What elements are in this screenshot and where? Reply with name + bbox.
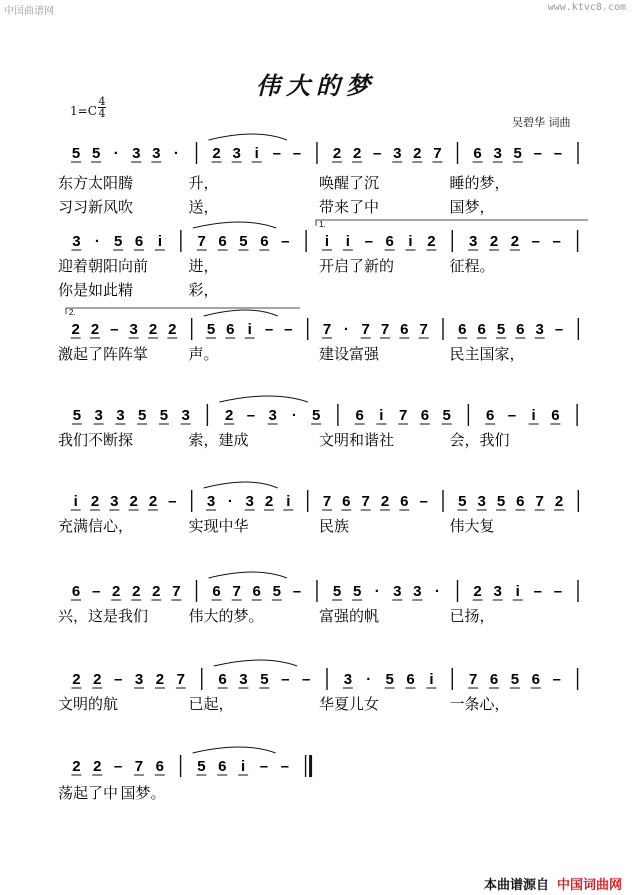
key-signature: 1=C bbox=[70, 104, 97, 118]
note: 3 bbox=[206, 493, 216, 510]
slur bbox=[209, 134, 287, 140]
footer-site-name: 中国词曲网 bbox=[556, 878, 622, 893]
lyric-segment: 建设富强 bbox=[319, 346, 380, 363]
note: 7 bbox=[433, 145, 442, 162]
lyric-segment: 升， bbox=[188, 175, 219, 192]
dash-note: – bbox=[533, 145, 542, 162]
dash-note: – bbox=[554, 321, 564, 338]
note: 3 bbox=[232, 145, 241, 162]
watermark-right: www.ktvc8.com bbox=[547, 2, 626, 13]
lyric-segment: 习习新风吹 bbox=[58, 199, 134, 216]
note: 3 bbox=[94, 407, 103, 424]
note: i bbox=[429, 671, 434, 688]
note: 6 bbox=[489, 671, 499, 688]
lyric-segment: 东方太阳腾 bbox=[58, 175, 134, 192]
note: 6 bbox=[260, 233, 269, 250]
dash-note: – bbox=[531, 233, 540, 250]
note: 6 bbox=[458, 321, 467, 338]
note: 7 bbox=[361, 493, 370, 510]
note: 7 bbox=[322, 493, 332, 510]
note: 5 bbox=[352, 583, 362, 600]
note: i bbox=[324, 233, 330, 250]
note: i bbox=[286, 493, 291, 510]
time-signature-top: 4 bbox=[98, 95, 106, 108]
dash-note: – bbox=[419, 493, 428, 510]
lyric-segment: 实现中华 bbox=[188, 518, 249, 535]
lyric-segment: 民主国家， bbox=[449, 346, 525, 363]
note: 5 bbox=[197, 758, 206, 775]
lyric-segment: 睡的梦， bbox=[449, 175, 510, 192]
watermark-left: 中国曲谱网 bbox=[4, 6, 54, 17]
note: 2 bbox=[148, 493, 158, 510]
note: 3 bbox=[493, 583, 502, 600]
time-signature-bottom: 4 bbox=[98, 107, 106, 120]
note: 3 bbox=[134, 671, 144, 688]
note: i bbox=[515, 583, 520, 600]
composer-credit: 吴碧华 词曲 bbox=[512, 116, 571, 129]
note: 2 bbox=[90, 493, 100, 510]
lyric-segment: 文明的航 bbox=[58, 696, 119, 713]
note: 6 bbox=[226, 321, 235, 338]
note: 3 bbox=[393, 583, 402, 600]
note: 6 bbox=[218, 233, 227, 250]
note: 2 bbox=[112, 583, 121, 600]
note: 2 bbox=[413, 145, 422, 162]
note: 6 bbox=[342, 493, 351, 510]
note: 5 bbox=[72, 407, 82, 424]
note: 2 bbox=[352, 145, 362, 162]
note: 3 bbox=[152, 145, 161, 162]
note: 5 bbox=[71, 145, 81, 162]
lyric-segment: 唤醒了沉 bbox=[319, 175, 380, 192]
note: 2 bbox=[489, 233, 499, 250]
volta-label-2: 2. bbox=[69, 308, 76, 317]
note: 3 bbox=[468, 233, 478, 250]
note: · bbox=[374, 583, 380, 600]
note: i bbox=[408, 233, 413, 250]
note: 2 bbox=[264, 493, 274, 510]
note: 5 bbox=[114, 233, 123, 250]
note: 6 bbox=[516, 321, 525, 338]
lyric-segment: 激起了阵阵掌 bbox=[58, 346, 149, 363]
note: 2 bbox=[155, 671, 165, 688]
note: 2 bbox=[380, 493, 390, 510]
note: 2 bbox=[90, 321, 100, 338]
note: 6 bbox=[477, 321, 486, 338]
lyric-segment: 声。 bbox=[188, 346, 219, 363]
lyric-segment: 带来了中 bbox=[319, 199, 380, 216]
lyric-segment: 伟大的梦。 bbox=[188, 608, 264, 625]
note: 3 bbox=[72, 233, 81, 250]
note: · bbox=[173, 145, 179, 162]
note: 5 bbox=[442, 407, 451, 424]
note: 5 bbox=[239, 233, 248, 250]
note: 3 bbox=[268, 407, 277, 424]
note: 7 bbox=[535, 493, 544, 510]
slur bbox=[214, 660, 297, 666]
note: 6 bbox=[406, 671, 415, 688]
note: 5 bbox=[272, 583, 281, 600]
note: 2 bbox=[332, 145, 342, 162]
note: 3 bbox=[343, 671, 353, 688]
lyric-segment: 文明和谐社 bbox=[319, 432, 395, 449]
lyric-segment: 索，建成 bbox=[188, 432, 249, 449]
note: 5 bbox=[159, 407, 169, 424]
note: i bbox=[247, 321, 252, 338]
dash-note: – bbox=[364, 233, 373, 250]
note: 2 bbox=[212, 145, 221, 162]
note: 2 bbox=[510, 233, 520, 250]
note: 2 bbox=[148, 321, 158, 338]
note: · bbox=[343, 321, 349, 338]
dash-note: – bbox=[280, 758, 289, 775]
note: 5 bbox=[206, 321, 216, 338]
song-title: 伟大的梦 bbox=[256, 71, 376, 100]
note: 2 bbox=[72, 758, 81, 775]
volta-bracket-1 bbox=[316, 220, 588, 226]
slur bbox=[204, 310, 278, 316]
dash-note: – bbox=[284, 321, 293, 338]
note: i bbox=[73, 493, 78, 510]
note: 6 bbox=[71, 583, 81, 600]
dash-note: – bbox=[264, 321, 274, 338]
note: 5 bbox=[311, 407, 321, 424]
note: 3 bbox=[477, 493, 486, 510]
lyric-segment: 荡起了中 bbox=[58, 785, 119, 802]
note: 5 bbox=[496, 493, 506, 510]
lyric-segment: 你是如此精 bbox=[58, 282, 134, 299]
note: 3 bbox=[110, 493, 119, 510]
note: 2 bbox=[93, 758, 102, 775]
note: i bbox=[379, 407, 384, 424]
lyric-segment: 会，我们 bbox=[449, 432, 510, 449]
dash-note: – bbox=[259, 758, 269, 775]
dash-note: – bbox=[113, 758, 123, 775]
note: · bbox=[94, 233, 100, 250]
note: 2 bbox=[224, 407, 234, 424]
slur bbox=[193, 222, 276, 228]
note: 3 bbox=[239, 671, 248, 688]
dash-note: – bbox=[110, 321, 119, 338]
lyric-segment: 进， bbox=[188, 258, 219, 275]
lyric-segment: 已起， bbox=[188, 696, 234, 713]
note: 6 bbox=[485, 407, 495, 424]
note: 6 bbox=[531, 671, 540, 688]
note: 3 bbox=[245, 493, 254, 510]
note: 6 bbox=[212, 583, 221, 600]
note: 5 bbox=[496, 321, 506, 338]
note: 2 bbox=[473, 583, 482, 600]
note: 2 bbox=[168, 321, 177, 338]
dash-note: – bbox=[373, 145, 382, 162]
slur bbox=[209, 572, 287, 578]
note: · bbox=[366, 671, 372, 688]
note: 2 bbox=[427, 233, 436, 250]
lyric-segment: 伟大复 bbox=[449, 518, 495, 535]
note: 6 bbox=[400, 321, 409, 338]
note: 2 bbox=[132, 583, 141, 600]
note: 5 bbox=[260, 671, 269, 688]
dash-note: – bbox=[168, 493, 177, 510]
note: 2 bbox=[93, 671, 102, 688]
note: · bbox=[291, 407, 297, 424]
lyric-segment: 兴，这是我们 bbox=[58, 608, 149, 625]
slur bbox=[204, 482, 278, 488]
note: 5 bbox=[513, 145, 522, 162]
dash-note: – bbox=[272, 145, 281, 162]
note: i bbox=[531, 407, 536, 424]
note: 5 bbox=[510, 671, 520, 688]
note: 6 bbox=[516, 493, 525, 510]
lyric-segment: 充满信心， bbox=[58, 518, 134, 535]
note: 6 bbox=[400, 493, 409, 510]
note: i bbox=[240, 758, 246, 775]
volta-label-1: 1. bbox=[319, 220, 326, 229]
note: i bbox=[157, 233, 163, 250]
lyric-segment: 已扬， bbox=[449, 608, 495, 625]
note: 3 bbox=[413, 583, 422, 600]
note: 7 bbox=[322, 321, 332, 338]
lyric-segment: 国梦， bbox=[449, 199, 495, 216]
note: 7 bbox=[361, 321, 370, 338]
note: 6 bbox=[385, 233, 394, 250]
dash-note: – bbox=[553, 145, 563, 162]
note: 5 bbox=[385, 671, 394, 688]
footer-source-label: 本曲谱源自 bbox=[483, 878, 549, 893]
dash-note: – bbox=[292, 145, 302, 162]
lyric-segment: 送， bbox=[188, 199, 219, 216]
dash-note: – bbox=[552, 671, 561, 688]
volta-bracket-2 bbox=[66, 308, 300, 314]
lyric-segment: 一条心， bbox=[449, 696, 510, 713]
note: · bbox=[227, 493, 233, 510]
dash-note: – bbox=[246, 407, 256, 424]
note: 2 bbox=[129, 493, 138, 510]
note: 6 bbox=[252, 583, 261, 600]
note: 7 bbox=[419, 321, 428, 338]
note: 5 bbox=[332, 583, 342, 600]
dash-note: – bbox=[301, 671, 311, 688]
lyric-segment: 彩， bbox=[188, 282, 219, 299]
note: 7 bbox=[197, 233, 206, 250]
note: 6 bbox=[473, 145, 482, 162]
dash-note: – bbox=[292, 583, 302, 600]
note: 7 bbox=[172, 583, 181, 600]
note: 5 bbox=[91, 145, 101, 162]
note: 3 bbox=[493, 145, 502, 162]
lyric-segment: 华夏儿女 bbox=[319, 696, 380, 713]
note: 3 bbox=[132, 145, 141, 162]
slur bbox=[219, 396, 308, 402]
dash-note: – bbox=[533, 583, 542, 600]
note: 7 bbox=[134, 758, 144, 775]
note: 7 bbox=[398, 407, 408, 424]
lyric-segment: 迎着朝阳向前 bbox=[58, 258, 149, 275]
note: 7 bbox=[232, 583, 241, 600]
dash-note: – bbox=[552, 233, 561, 250]
note: 3 bbox=[129, 321, 138, 338]
note: 6 bbox=[551, 407, 560, 424]
dash-note: – bbox=[553, 583, 563, 600]
note: 3 bbox=[393, 145, 402, 162]
note: 2 bbox=[152, 583, 161, 600]
lyric-segment: 民族 bbox=[319, 518, 350, 535]
note: · bbox=[434, 583, 440, 600]
dash-note: – bbox=[507, 407, 517, 424]
note: 6 bbox=[155, 758, 164, 775]
note: 6 bbox=[420, 407, 430, 424]
note: · bbox=[113, 145, 119, 162]
dash-note: – bbox=[91, 583, 101, 600]
dash-note: – bbox=[281, 671, 290, 688]
note: 7 bbox=[176, 671, 186, 688]
lyric-segment: 国梦。 bbox=[120, 785, 166, 802]
note: 3 bbox=[535, 321, 544, 338]
note: 2 bbox=[72, 671, 81, 688]
note: 5 bbox=[458, 493, 467, 510]
note: 7 bbox=[380, 321, 390, 338]
dash-note: – bbox=[281, 233, 290, 250]
lyric-segment: 征程。 bbox=[449, 258, 495, 275]
note: 2 bbox=[71, 321, 80, 338]
note: 2 bbox=[554, 493, 564, 510]
note: 3 bbox=[181, 407, 190, 424]
note: 6 bbox=[218, 758, 227, 775]
lyric-segment: 开启了新的 bbox=[319, 258, 395, 275]
note: 7 bbox=[468, 671, 478, 688]
note: 3 bbox=[116, 407, 125, 424]
dash-note: – bbox=[114, 671, 123, 688]
note: 6 bbox=[355, 407, 364, 424]
note: 6 bbox=[218, 671, 227, 688]
lyric-segment: 富强的帆 bbox=[319, 608, 380, 625]
note: 6 bbox=[134, 233, 144, 250]
note: i bbox=[345, 233, 350, 250]
note: 5 bbox=[137, 407, 147, 424]
slur bbox=[193, 747, 276, 753]
lyric-segment: 我们不断探 bbox=[58, 432, 134, 449]
note: i bbox=[254, 145, 259, 162]
